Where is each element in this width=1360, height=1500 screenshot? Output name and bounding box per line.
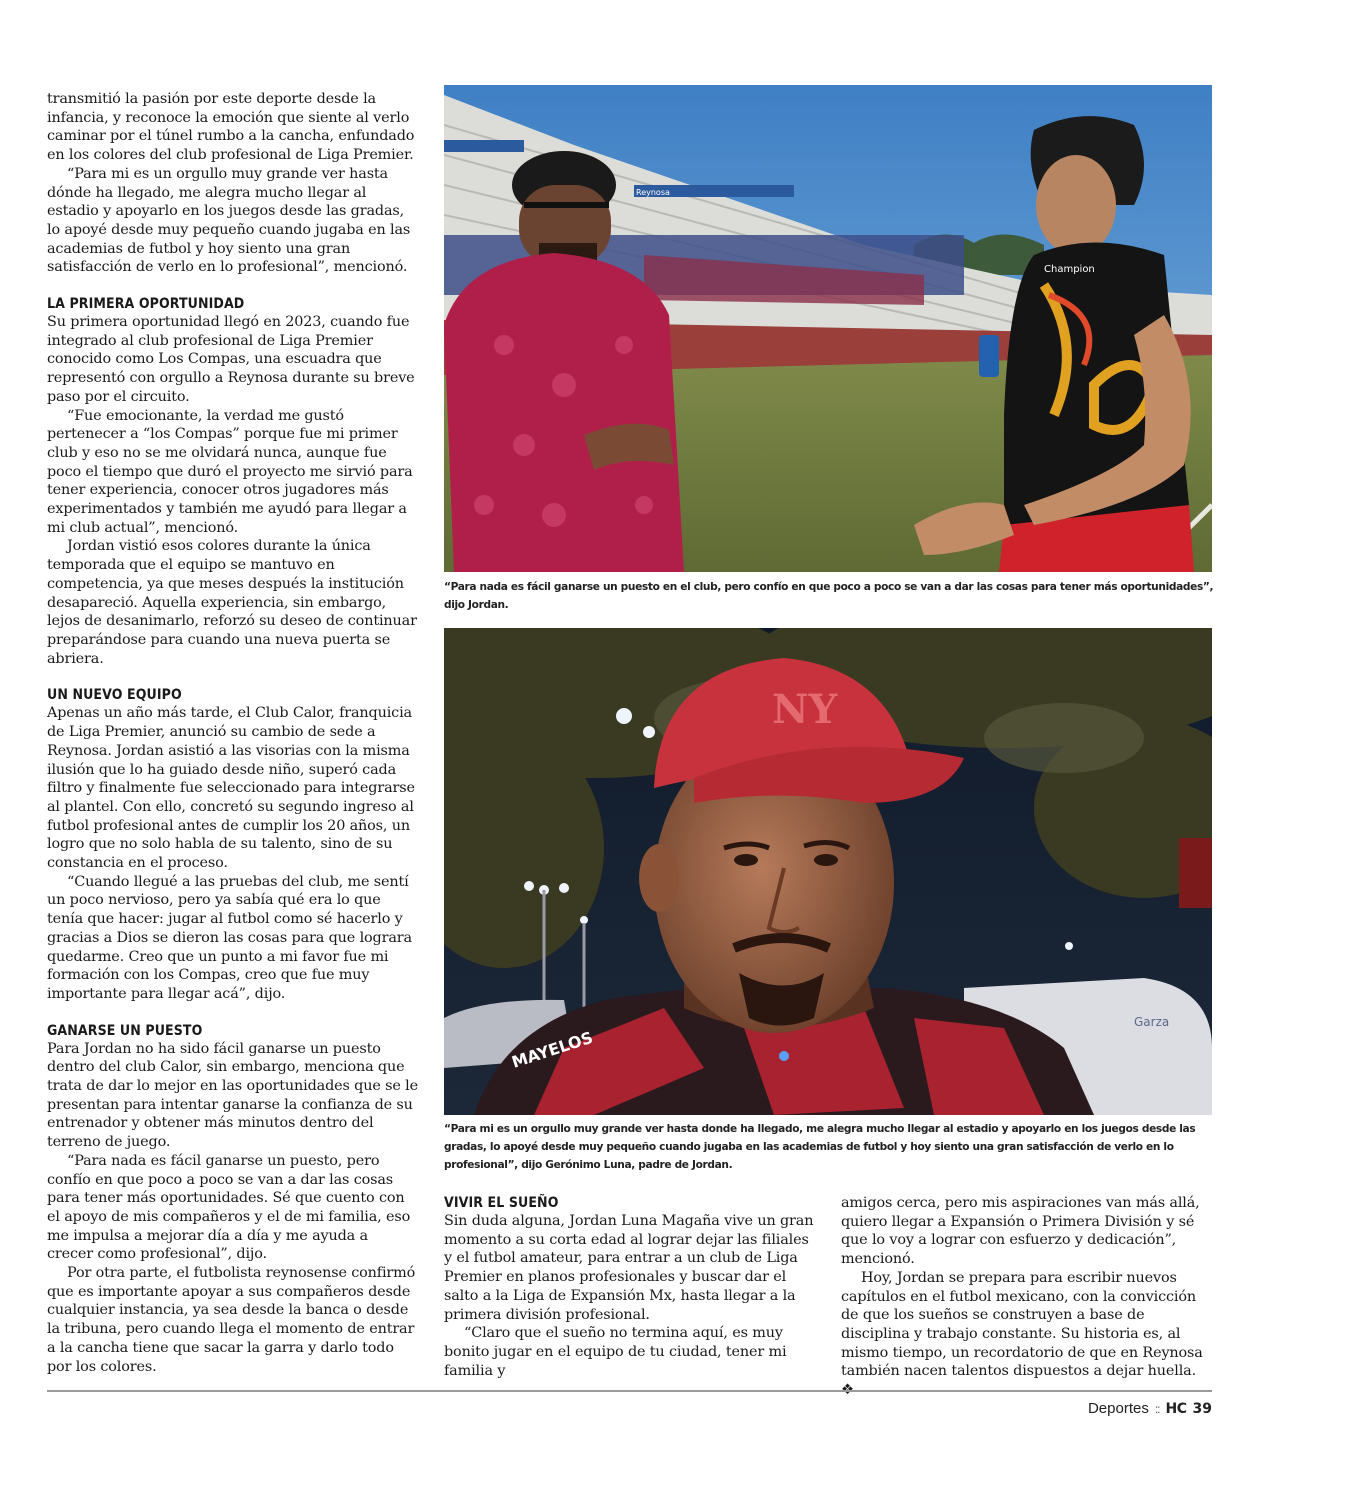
separator-icon: :: <box>1154 1401 1160 1416</box>
paragraph: Apenas un año más tarde, el Club Calor, franquicia de Liga Premier, anunció su cambio de sede a Reynosa. Jordan asistió a las visorias con la misma ilusión que lo ha guiado desde niño, superó cada filtro y finalmente fue seleccionado para integrarse al plantel. Con ello, concretó su segundo ingreso al futbol profesional antes de cumplir los 20 años, un logro que no solo habla de su talento, sino de su constancia en el proceso. <box>47 705 415 872</box>
page-number: 39 <box>1192 1400 1212 1417</box>
cap-logo: NY <box>772 686 838 733</box>
stadium-interview-photo <box>444 85 1212 572</box>
section-heading: UN NUEVO EQUIPO <box>47 687 182 704</box>
paragraph: Jordan vistió esos colores durante la única temporada que el equipo se mantuvo en competencia, ya que meses después la institución desapareció. Aquella experiencia, sin embargo, lejos de desanimarlo, reforzó su deseo de continuar preparándose para cuando una nueva puerta se abriera. <box>47 538 417 667</box>
paragraph: Sin duda alguna, Jordan Luna Magaña vive un gran momento a su corta edad al lograr dejar las filiales y el futbol amateur, para entrar a un club de Liga Premier en planos profesionales y buscar dar el salto a la Liga de Expansión Mx, hasta llegar a la primera división profesional. <box>444 1213 814 1323</box>
paragraph: “Cuando llegué a las pruebas del club, me sentí un poco nervioso, pero ya sabía qué era lo que tenía que hacer: jugar al futbol como sé hacerlo y gracias a Dios se dieron las cosas para que lograra quedarme. Creo que un punto a mi favor fue mi formación con los Compas, creo que fue muy importante para llegar acá”, dijo. <box>47 873 412 1002</box>
photo-caption: “Para mi es un orgullo muy grande ver hasta donde ha llegado, me alegra mucho llegar al estadio y apoyarlo en los juegos desde las gradas, lo apoyé desde muy pequeño cuando jugaba en las academias de futbol y hoy siento una gran satisfacción de verlo en lo profesional”, dijo Gerónimo Luna, padre de Jordan. <box>444 1123 1196 1171</box>
section-heading: VIVIR EL SUEÑO <box>444 1195 559 1211</box>
paragraph: Hoy, Jordan se prepara para escribir nuevos capítulos en el futbol mexicano, con la convicción de que los sueños se construyen a base de disciplina y trabajo constante. Su historia es, al mismo tiempo, un recordatorio de que en Reynosa también nacen talentos dispuestos a dejar huella. <box>841 1269 1203 1380</box>
photo-caption: “Para nada es fácil ganarse un puesto en el club, pero confío en que poco a poco se van a dar las cosas para tener más oportunidades”, dijo Jordan. <box>444 581 1214 611</box>
svg-text:Reynosa: Reynosa <box>636 188 670 197</box>
father-portrait-photo <box>444 628 1212 1115</box>
footer-rule <box>47 1390 1212 1392</box>
paragraph: transmitió la pasión por este deporte desde la infancia, y reconoce la emoción que siente al verlo caminar por el túnel rumbo a la cancha, enfundado en los colores del club profesional de Liga Premier. <box>47 91 415 164</box>
section-name: Deportes <box>1087 1400 1149 1417</box>
page-footer <box>1088 1400 1212 1417</box>
paragraph: Su primera oportunidad llegó en 2023, cuando fue integrado al club profesional de Liga Premier conocido como Los Compas, una escuadra que representó con orgullo a Reynosa durante su breve paso por el circuito. <box>47 314 415 405</box>
truck-text: Garza <box>1134 1015 1170 1029</box>
paragraph: Por otra parte, el futbolista reynosense confirmó que es importante apoyar a sus compañeros desde cualquier instancia, ya sea desde la banca o desde la tribuna, pero cuando llega el momento de entrar a la cancha tiene que sacar la garra y darlo todo por los colores. <box>47 1265 416 1375</box>
paragraph: Para Jordan no ha sido fácil ganarse un puesto dentro del club Calor, sin embargo, menciona que trata de dar lo mejor en las oportunidades que se le presentan para intentar ganarse la confianza de su entrenador y obtener más minutos dentro del terreno de juego. <box>47 1040 418 1151</box>
paragraph: “Para mi es un orgullo muy grande ver hasta dónde ha llegado, me alegra mucho llegar al estadio y apoyarlo en los juegos desde las gradas, lo apoyé desde muy pequeño cuando jugaba en las academias de futbol y hoy siento una gran satisfacción de verlo en lo profesional”, mencionó. <box>47 165 411 276</box>
article-column-3 <box>841 1194 1213 1400</box>
paragraph: “Para nada es fácil ganarse un puesto, pero confío en que poco a poco se van a dar las cosas para tener más oportunidades. Sé que cuento con el apoyo de mis compañeros y el de mi familia, eso me impulsa a mejorar día a día y me ayuda a crecer como profesional”, dijo. <box>47 1152 411 1263</box>
article-column-1 <box>47 90 418 1376</box>
paragraph: “Claro que el sueño no termina aquí, es muy bonito jugar en el equipo de tu ciudad, tener mi familia y <box>444 1325 787 1379</box>
section-heading: GANARSE UN PUESTO <box>47 1022 203 1039</box>
article-column-2 <box>444 1194 816 1380</box>
publication-name: HC <box>1165 1400 1187 1417</box>
shirt-text: Champion <box>1044 264 1095 275</box>
jersey-brand-text: MAYELOS <box>509 1027 596 1072</box>
paragraph: amigos cerca, pero mis aspiraciones van más allá, quiero llegar a Expansión o Primera División y sé que lo voy a lograr con esfuerzo y dedicación”, mencionó. <box>841 1195 1200 1268</box>
paragraph: “Fue emocionante, la verdad me gustó pertenecer a “los Compas” porque fue mi primer club y eso no se me olvidará nunca, aunque fue poco el tiempo que duró el proyecto me sirvió para tener experiencia, conocer otros jugadores más experimentados y también me ayudó para llegar a mi club actual”, mencionó. <box>47 407 413 536</box>
section-heading: LA PRIMERA OPORTUNIDAD <box>47 296 245 313</box>
